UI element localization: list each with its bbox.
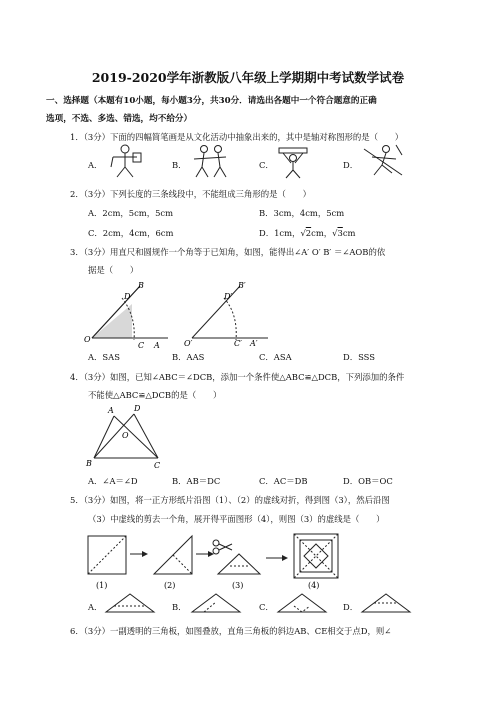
q2-option-d-radicand2: 3 [337, 228, 343, 238]
q5-line1: 5．（3分）如图，将一正方形纸片沿图（1）、（2）的虚线对折，得到图（3），然后沿图 [70, 495, 390, 505]
q5-option-a: A． [88, 602, 103, 612]
q4-option-a: A．∠A＝∠D [88, 476, 138, 486]
q4-label-o: O [122, 431, 129, 440]
sqrt-icon: √ [300, 228, 306, 238]
q4-line1: 4．（3分）如图，已知∠ABC＝∠DCB，添加一个条件使△ABC≌△DCB，下列添加的条件 [70, 372, 405, 382]
q5-option-b-figure [190, 592, 242, 616]
q5-option-c-figure [276, 592, 328, 616]
q2-option-b: B．3cm，4cm，5cm [259, 208, 345, 218]
q4-option-d: D．OB＝OC [343, 476, 393, 486]
q3-right-label-c: C′ [234, 339, 242, 348]
q3-left-label-d: D [124, 292, 131, 301]
q1-figure-a [105, 143, 145, 179]
q4-line2: 不能使△ABC≌△DCB的是（ ） [88, 390, 222, 400]
q3-line2: 据是（ ） [88, 265, 139, 275]
q5-caption-1: (1) [96, 581, 108, 590]
q5-option-b: B． [172, 602, 187, 612]
q2-option-d [259, 227, 355, 239]
q2-option-d-mid: cm， [311, 228, 333, 238]
q4-option-b: B．AB＝DC [172, 476, 221, 486]
q5-option-c: C． [259, 602, 274, 612]
q1-figure-b [190, 143, 230, 179]
q3-left-label-c: C [138, 341, 145, 350]
q5-caption-4: (4) [308, 581, 320, 590]
q3-option-a: A．SAS [88, 352, 120, 362]
q3-option-c: C．ASA [259, 352, 292, 362]
q2-option-a: A．2cm，5cm，5cm [88, 208, 174, 218]
q2-option-d-radicand1: 2 [305, 228, 312, 238]
q3-left-label-b: B [138, 281, 144, 290]
q5-option-a-figure [104, 592, 156, 616]
page-title: 2019-2020学年浙教版八年级上学期期中考试数学试卷 [91, 70, 405, 85]
q1-option-c: C． [259, 160, 274, 170]
q3-option-b: B．AAS [172, 352, 205, 362]
q1-option-b: B． [172, 160, 187, 170]
q5-line2: （3）中虚线的剪去一个角，展开得平面图形（4），则图（3）的虚线是（ ） [88, 514, 385, 524]
q5-caption-2: (2) [164, 581, 176, 590]
section-heading-line2: 选项，不选、多选、错选，均不给分） [46, 114, 193, 124]
q2-option-c: C．2cm，4cm，6cm [88, 228, 174, 238]
q3-right-label-a: A′ [250, 339, 258, 348]
scissors-icon [213, 540, 232, 554]
q3-right-label-d: D′ [224, 292, 233, 301]
q1-stem: 1．（3分）下面的四幅简笔画是从文化活动中抽象出来的，其中是轴对称图形的是（ ） [70, 132, 404, 142]
arrow-icon [282, 555, 288, 561]
arrow-icon [142, 551, 148, 557]
q6-line1: 6．（3分）一副透明的三角板，如图叠放，直角三角板的斜边AB、CE相交于点D，则∠ [70, 626, 392, 636]
q5-option-d-figure [360, 592, 412, 616]
q5-figure-strip [84, 532, 364, 590]
q4-figure [84, 402, 174, 468]
q1-figure-d [362, 141, 406, 181]
q2-stem: 2．（3分）下列长度的三条线段中，不能组成三角形的是（ ） [70, 189, 311, 199]
q1-option-d: D． [343, 160, 359, 170]
sqrt-icon: √ [332, 228, 338, 238]
q3-right-label-b: B′ [238, 281, 246, 290]
q3-option-d: D．SSS [343, 352, 376, 362]
q2-option-d-unit: cm [342, 228, 356, 238]
q4-label-b: B [86, 459, 92, 468]
q5-option-d: D． [343, 602, 359, 612]
q1-option-a: A． [88, 160, 103, 170]
q3-left-label-a: A [154, 341, 160, 350]
q4-option-c: C．AC＝DB [259, 476, 308, 486]
q2-option-d-prefix: D．1cm， [259, 228, 301, 238]
q3-figure-right [184, 282, 274, 348]
q3-right-label-o: O′ [184, 339, 193, 348]
q5-caption-3: (3) [232, 581, 244, 590]
q1-figure-c [275, 143, 311, 179]
q3-figure-left [84, 282, 174, 348]
q4-label-a: A [108, 406, 114, 415]
q3-line1: 3．（3分）用直尺和圆规作一个角等于已知角，如图，能得出∠A′ O′ B′ ＝∠AOB的依 [70, 247, 386, 257]
q4-label-c: C [154, 461, 161, 470]
section-heading-line1: 一、选择题（本题有10小题，每小题3分，共30分．请选出各题中一个符合题意的正确 [46, 96, 377, 106]
q3-left-label-o: O [84, 335, 91, 344]
q4-label-d: D [134, 404, 141, 413]
